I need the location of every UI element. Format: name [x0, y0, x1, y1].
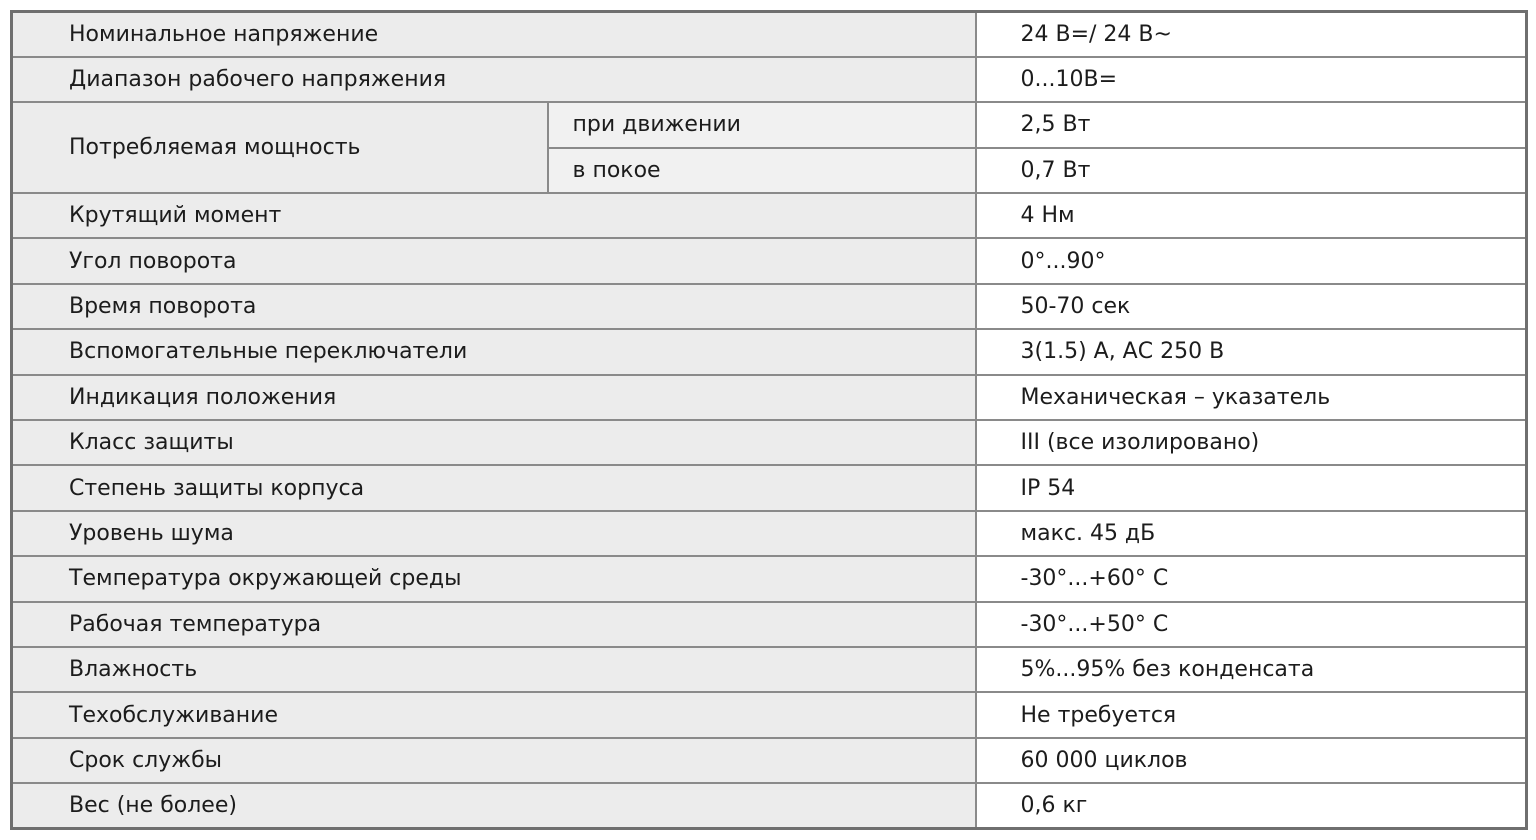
table-row — [12, 375, 1527, 420]
table-row — [12, 602, 1527, 647]
table-row — [12, 284, 1527, 329]
spec-label: Вес (не более) — [12, 783, 976, 828]
spec-label: Класс защиты — [12, 420, 976, 465]
table-row — [12, 647, 1527, 692]
spec-label: Крутящий момент — [12, 193, 976, 238]
spec-label: Индикация положения — [12, 375, 976, 420]
spec-label: Потребляемая мощность — [12, 102, 548, 193]
table-row — [12, 783, 1527, 828]
table-row — [12, 193, 1527, 238]
table-row — [12, 511, 1527, 556]
spec-label: Влажность — [12, 647, 976, 692]
table-row — [12, 238, 1527, 283]
spec-label: Диапазон рабочего напряжения — [12, 57, 976, 102]
spec-label: Угол поворота — [12, 238, 976, 283]
spec-value: 0...10В= — [976, 57, 1527, 102]
spec-value: 4 Нм — [976, 193, 1527, 238]
spec-label: Номинальное напряжение — [12, 12, 976, 57]
table-row — [12, 738, 1527, 783]
table-row — [12, 692, 1527, 737]
spec-label: Степень защиты корпуса — [12, 465, 976, 510]
spec-value: 50-70 сек — [976, 284, 1527, 329]
spec-value: -30°...+50° С — [976, 602, 1527, 647]
spec-value: Механическая – указатель — [976, 375, 1527, 420]
table-row — [12, 556, 1527, 601]
spec-label: Срок службы — [12, 738, 976, 783]
table-row — [12, 12, 1527, 57]
table-row — [12, 102, 1527, 147]
spec-label: Вспомогательные переключатели — [12, 329, 976, 374]
spec-label: Температура окружающей среды — [12, 556, 976, 601]
spec-sublabel: в покое — [548, 148, 976, 193]
spec-value: макс. 45 дБ — [976, 511, 1527, 556]
spec-label: Рабочая температура — [12, 602, 976, 647]
table-row — [12, 329, 1527, 374]
spec-sublabel: при движении — [548, 102, 976, 147]
table-row — [12, 465, 1527, 510]
spec-value: 3(1.5) А, АС 250 В — [976, 329, 1527, 374]
spec-value: 0,7 Вт — [976, 148, 1527, 193]
spec-value: IP 54 — [976, 465, 1527, 510]
spec-table — [10, 10, 1528, 830]
spec-value: 0,6 кг — [976, 783, 1527, 828]
spec-value: 60 000 циклов — [976, 738, 1527, 783]
spec-label: Техобслуживание — [12, 692, 976, 737]
spec-value: 0°...90° — [976, 238, 1527, 283]
spec-value: Не требуется — [976, 692, 1527, 737]
table-row — [12, 57, 1527, 102]
spec-value: III (все изолировано) — [976, 420, 1527, 465]
spec-value: 2,5 Вт — [976, 102, 1527, 147]
spec-label: Время поворота — [12, 284, 976, 329]
spec-value: -30°...+60° С — [976, 556, 1527, 601]
spec-value: 5%...95% без конденсата — [976, 647, 1527, 692]
spec-label: Уровень шума — [12, 511, 976, 556]
table-row — [12, 420, 1527, 465]
spec-value: 24 В=/ 24 В~ — [976, 12, 1527, 57]
